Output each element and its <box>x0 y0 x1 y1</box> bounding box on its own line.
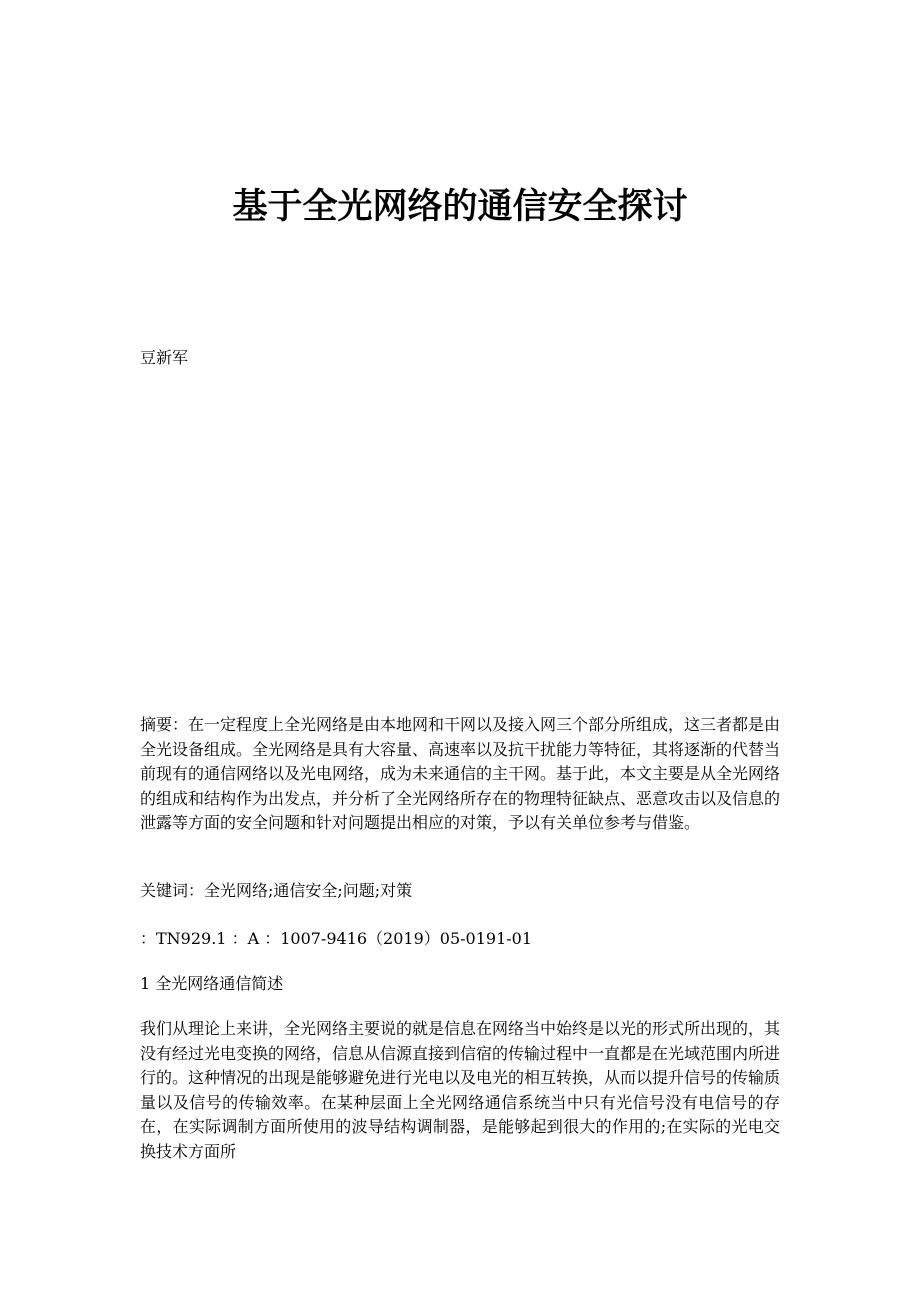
section-heading: 1 全光网络通信简述 <box>140 974 284 993</box>
paper-title: 基于全光网络的通信安全探讨 <box>232 187 688 227</box>
author-name: 豆新军 <box>140 348 189 367</box>
classification-line: ：TN929.1 ：A ：1007-9416（2019）05-0191-01 <box>140 929 533 948</box>
abstract-paragraph: 摘要：在一定程度上全光网络是由本地网和干网以及接入网三个部分所组成，这三者都是由全光设备组成。全光网络是具有大容量、高速率以及抗干扰能力等特征，其将逐渐的代替当前现有的通信网络以及光电网络，成为未来通信的主干网。基于此，本文主要是从全光网络的组成和结构作为出发点，并分析了全光网络所存在的物理特征缺点、恶意攻击以及信息的泄露等方面的安全问题和针对问题提出相应的对策，予以有关单位参考与借鉴。 <box>140 715 781 833</box>
keywords-line: 关键词：全光网络;通信安全;问题;对策 <box>140 881 413 900</box>
body-paragraph: 我们从理论上来讲，全光网络主要说的就是信息在网络当中始终是以光的形式所出现的，其没有经过光电变换的网络，信息从信源直接到信宿的传输过程中一直都是在光域范围内所进行的。这种情况的出现是能够避免进行光电以及电光的相互转换，从而以提升信号的传输质量以及信号的传输效率。在某种层面上全光网络通信系统当中只有光信号没有电信号的存在，在实际调制方面所使用的波导结构调制器，是能够起到很大的作用的;在实际的光电交换技术方面所 <box>140 1019 781 1161</box>
